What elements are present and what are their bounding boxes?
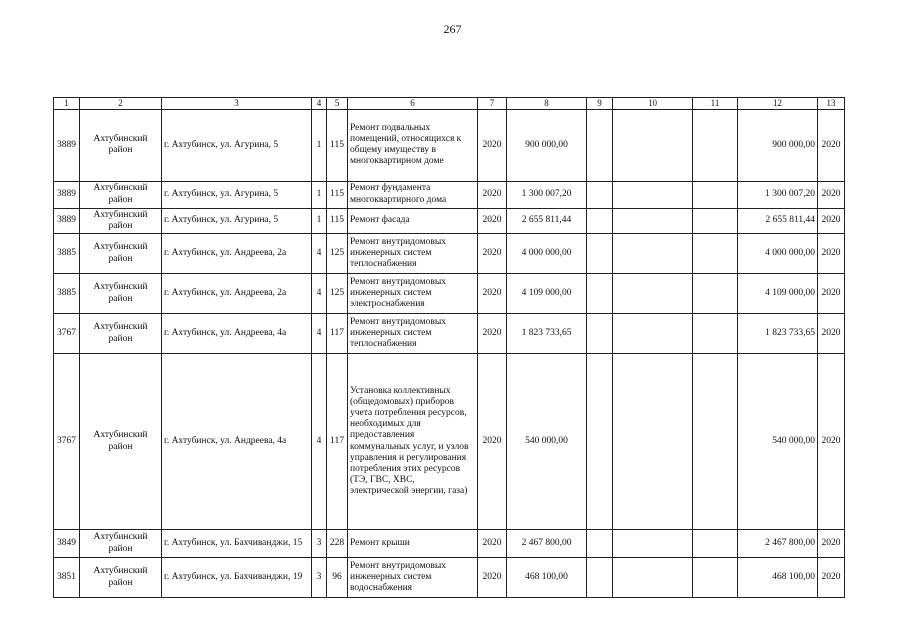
object-id-cell: 3885 [54,274,80,314]
year-cell: 2020 [478,208,507,233]
amount-cell: 2 467 800,00 [507,530,587,558]
col4-cell: 4 [312,234,327,274]
col4-cell: 1 [312,208,327,233]
district-cell: Ахтубинский район [80,208,162,233]
district-cell: Ахтубинский район [80,109,162,181]
object-id-cell: 3849 [54,530,80,558]
amount-cell: 900 000,00 [507,109,587,181]
address-cell: г. Ахтубинск, ул. Бахчиванджи, 19 [162,558,312,598]
col5-cell: 117 [327,354,348,530]
col10-cell [613,109,693,181]
col11-cell [693,181,738,208]
col4-cell: 3 [312,530,327,558]
total-cell: 468 100,00 [738,558,818,598]
year-cell: 2020 [478,354,507,530]
address-cell: г. Ахтубинск, ул. Агурина, 5 [162,181,312,208]
year-cell: 2020 [478,314,507,354]
total-cell: 4 109 000,00 [738,274,818,314]
col9-cell [587,274,613,314]
work-type-cell: Ремонт фундамента многоквартирного дома [348,181,478,208]
address-cell: г. Ахтубинск, ул. Агурина, 5 [162,208,312,233]
col5-cell: 115 [327,208,348,233]
table-row [54,208,845,233]
col9-cell [587,558,613,598]
address-cell: г. Ахтубинск, ул. Андреева, 4а [162,354,312,530]
year-cell: 2020 [478,558,507,598]
column-header: 13 [818,98,845,110]
col4-cell: 1 [312,109,327,181]
col10-cell [613,274,693,314]
col5-cell: 125 [327,234,348,274]
column-header: 11 [693,98,738,110]
column-header: 4 [312,98,327,110]
total-cell: 1 823 733,65 [738,314,818,354]
col5-cell: 117 [327,314,348,354]
amount-cell: 1 823 733,65 [507,314,587,354]
total-cell: 900 000,00 [738,109,818,181]
amount-cell: 2 655 811,44 [507,208,587,233]
total-cell: 2 655 811,44 [738,208,818,233]
amount-cell: 4 109 000,00 [507,274,587,314]
col9-cell [587,181,613,208]
work-type-cell: Ремонт внутридомовых инженерных систем электроснабжения [348,274,478,314]
col11-cell [693,314,738,354]
col10-cell [613,354,693,530]
work-type-cell: Ремонт внутридомовых инженерных систем водоснабжения [348,558,478,598]
col10-cell [613,530,693,558]
object-id-cell: 3767 [54,354,80,530]
end-year-cell: 2020 [818,354,845,530]
col4-cell: 4 [312,314,327,354]
amount-cell: 1 300 007,20 [507,181,587,208]
district-cell: Ахтубинский район [80,314,162,354]
col5-cell: 125 [327,274,348,314]
table-row [54,181,845,208]
district-cell: Ахтубинский район [80,234,162,274]
col9-cell [587,109,613,181]
object-id-cell: 3889 [54,208,80,233]
table-row [54,530,845,558]
work-type-cell: Ремонт внутридомовых инженерных систем теплоснабжения [348,234,478,274]
table-row [54,314,845,354]
column-header: 5 [327,98,348,110]
col4-cell: 3 [312,558,327,598]
column-header: 6 [348,98,478,110]
col5-cell: 96 [327,558,348,598]
district-cell: Ахтубинский район [80,274,162,314]
table-row [54,109,845,181]
col5-cell: 115 [327,181,348,208]
address-cell: г. Ахтубинск, ул. Агурина, 5 [162,109,312,181]
col5-cell: 115 [327,109,348,181]
object-id-cell: 3885 [54,234,80,274]
object-id-cell: 3767 [54,314,80,354]
work-type-cell: Ремонт внутридомовых инженерных систем теплоснабжения [348,314,478,354]
end-year-cell: 2020 [818,530,845,558]
col9-cell [587,530,613,558]
column-header: 3 [162,98,312,110]
table-row [54,234,845,274]
col11-cell [693,530,738,558]
column-header: 9 [587,98,613,110]
col10-cell [613,558,693,598]
col11-cell [693,109,738,181]
amount-cell: 540 000,00 [507,354,587,530]
col11-cell [693,354,738,530]
object-id-cell: 3889 [54,181,80,208]
end-year-cell: 2020 [818,181,845,208]
table-row [54,274,845,314]
district-cell: Ахтубинский район [80,181,162,208]
work-type-cell: Ремонт крыши [348,530,478,558]
district-cell: Ахтубинский район [80,354,162,530]
address-cell: г. Ахтубинск, ул. Андреева, 4а [162,314,312,354]
column-header: 1 [54,98,80,110]
address-cell: г. Ахтубинск, ул. Бахчиванджи, 15 [162,530,312,558]
column-header: 2 [80,98,162,110]
year-cell: 2020 [478,274,507,314]
object-id-cell: 3889 [54,109,80,181]
col10-cell [613,208,693,233]
year-cell: 2020 [478,234,507,274]
col9-cell [587,354,613,530]
amount-cell: 4 000 000,00 [507,234,587,274]
work-type-cell: Ремонт фасада [348,208,478,233]
column-header: 10 [613,98,693,110]
object-id-cell: 3851 [54,558,80,598]
column-header: 7 [478,98,507,110]
year-cell: 2020 [478,530,507,558]
col4-cell: 4 [312,274,327,314]
col11-cell [693,558,738,598]
col10-cell [613,234,693,274]
total-cell: 2 467 800,00 [738,530,818,558]
year-cell: 2020 [478,181,507,208]
district-cell: Ахтубинский район [80,558,162,598]
table-row [54,354,845,530]
end-year-cell: 2020 [818,314,845,354]
col10-cell [613,314,693,354]
end-year-cell: 2020 [818,274,845,314]
year-cell: 2020 [478,109,507,181]
page-number: 267 [443,22,462,36]
column-header: 8 [507,98,587,110]
total-cell: 540 000,00 [738,354,818,530]
col4-cell: 4 [312,354,327,530]
register-table [53,97,845,598]
col11-cell [693,208,738,233]
col9-cell [587,234,613,274]
column-header: 12 [738,98,818,110]
end-year-cell: 2020 [818,208,845,233]
header-row [54,98,845,110]
amount-cell: 468 100,00 [507,558,587,598]
col9-cell [587,208,613,233]
work-type-cell: Установка коллективных (общедомовых) приборов учета потребления ресурсов, необходимых для предоставления коммунальных услуг, и узлов управления и регулирования потребления этих ресурсов (ТЭ, ГВС, ХВС, электрической энергии, газа) [348,354,478,530]
col9-cell [587,314,613,354]
total-cell: 1 300 007,20 [738,181,818,208]
table-row [54,558,845,598]
end-year-cell: 2020 [818,558,845,598]
col5-cell: 228 [327,530,348,558]
end-year-cell: 2020 [818,109,845,181]
col4-cell: 1 [312,181,327,208]
district-cell: Ахтубинский район [80,530,162,558]
total-cell: 4 000 000,00 [738,234,818,274]
work-type-cell: Ремонт подвальных помещений, относящихся к общему имуществу в многоквартирном доме [348,109,478,181]
address-cell: г. Ахтубинск, ул. Андреева, 2а [162,274,312,314]
col10-cell [613,181,693,208]
col11-cell [693,234,738,274]
end-year-cell: 2020 [818,234,845,274]
col11-cell [693,274,738,314]
address-cell: г. Ахтубинск, ул. Андреева, 2а [162,234,312,274]
